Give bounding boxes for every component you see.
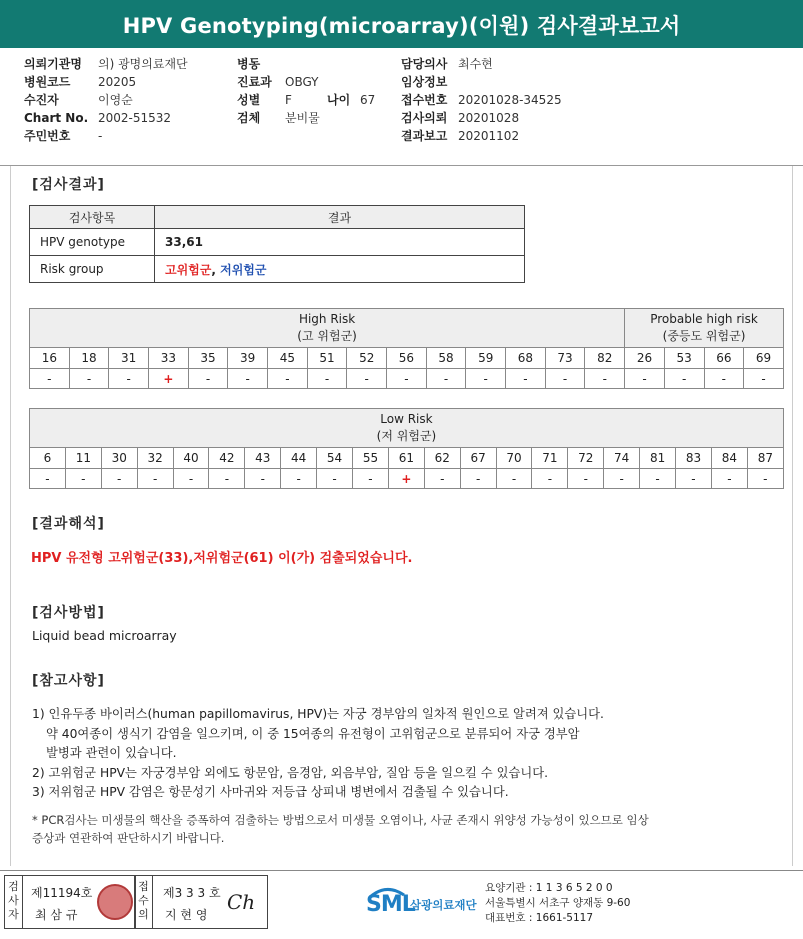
- hr-type-69: 69: [744, 348, 784, 369]
- hr-mark-66: -: [704, 369, 744, 389]
- value-chart-no: 2002-51532: [98, 111, 172, 125]
- lr-mark-61: +: [388, 469, 424, 489]
- lr-mark-32: -: [137, 469, 173, 489]
- value-hospital-code: 20205: [98, 75, 137, 89]
- probable-high-risk-subtitle: (중등도 위험군): [662, 329, 746, 343]
- lr-mark-40: -: [173, 469, 209, 489]
- hr-mark-18: -: [69, 369, 109, 389]
- hr-type-53: 53: [664, 348, 704, 369]
- lr-mark-42: -: [209, 469, 245, 489]
- low-risk-subtitle: (저 위험군): [376, 429, 437, 443]
- header-divider: [0, 165, 803, 166]
- receiver-license: 제3 3 3 호: [163, 886, 221, 900]
- label-sex: 성별: [237, 93, 261, 107]
- hr-type-59: 59: [466, 348, 506, 369]
- lr-type-44: 44: [281, 448, 317, 469]
- lr-mark-55: -: [353, 469, 389, 489]
- lr-type-62: 62: [424, 448, 460, 469]
- info-col-2: [237, 55, 375, 127]
- section-interpretation-title: [결과해석]: [32, 516, 105, 532]
- hr-type-33: 33: [149, 348, 189, 369]
- risk-separator: ,: [211, 262, 216, 277]
- hr-type-66: 66: [704, 348, 744, 369]
- high-risk-table: [29, 308, 784, 389]
- info-col-3: [401, 55, 562, 145]
- hr-type-52: 52: [347, 348, 387, 369]
- org-phone: 대표번호 : 1661-5117: [485, 912, 594, 924]
- hr-type-82: 82: [585, 348, 625, 369]
- label-doctor: 담당의사: [401, 57, 448, 71]
- receiver-label-text: 접수의: [138, 880, 149, 921]
- hr-type-39: 39: [228, 348, 268, 369]
- lr-mark-81: -: [640, 469, 676, 489]
- hr-type-45: 45: [268, 348, 308, 369]
- label-patient: 수진자: [24, 93, 59, 107]
- lr-mark-84: -: [711, 469, 747, 489]
- hr-mark-59: -: [466, 369, 506, 389]
- hr-type-68: 68: [506, 348, 546, 369]
- result-col-item: 검사항목: [30, 206, 155, 229]
- low-risk-type-row: [30, 448, 784, 469]
- hr-mark-68: -: [506, 369, 546, 389]
- value-institution: 의) 광명의료재단: [98, 57, 188, 71]
- low-risk-table: [29, 408, 784, 489]
- lr-type-81: 81: [640, 448, 676, 469]
- note-line: 2) 고위험군 HPV는 자궁경부암 외에도 항문암, 음경암, 외음부암, 질암 등을 일으킬 수 있습니다.: [32, 765, 548, 780]
- result-value-risk: [155, 256, 525, 283]
- lr-type-42: 42: [209, 448, 245, 469]
- lr-type-11: 11: [65, 448, 101, 469]
- hr-mark-33: +: [149, 369, 189, 389]
- result-value-genotype: 33,61: [155, 229, 525, 256]
- high-risk-type-row: [30, 348, 784, 369]
- value-resident-no: -: [98, 129, 103, 143]
- low-risk-title: Low Risk: [380, 412, 433, 426]
- sml-logo-text: SML: [366, 892, 415, 917]
- footnote: [32, 811, 649, 847]
- footnote-line-2: 증상과 연관하여 판단하시기 바랍니다.: [32, 831, 225, 845]
- note-line: 약 40여종이 생식기 감염을 일으키며, 이 중 15여종의 유전형이 고위험군으로 분류되어 자궁 경부암: [46, 726, 580, 741]
- lr-type-83: 83: [676, 448, 712, 469]
- lr-mark-83: -: [676, 469, 712, 489]
- hr-type-56: 56: [387, 348, 427, 369]
- examiner-name: 최 삼 규: [35, 908, 78, 922]
- value-receipt-no: 20201028-34525: [458, 93, 562, 107]
- lr-mark-70: -: [496, 469, 532, 489]
- examiner-license: 제11194호: [31, 886, 93, 900]
- lr-type-72: 72: [568, 448, 604, 469]
- result-col-result: 결과: [155, 206, 525, 229]
- report-header: [0, 0, 803, 48]
- examiner-signature-box: [4, 875, 136, 929]
- examiner-label: [5, 876, 23, 928]
- hr-type-73: 73: [545, 348, 585, 369]
- hr-mark-26: -: [625, 369, 665, 389]
- label-hospital-code: 병원코드: [24, 75, 71, 89]
- label-institution: 의뢰기관명: [24, 57, 82, 71]
- method-text: Liquid bead microarray: [32, 628, 177, 643]
- probable-high-risk-header: [625, 309, 784, 348]
- risk-low-label: 저위험군: [220, 262, 267, 277]
- hr-mark-58: -: [426, 369, 466, 389]
- info-col-1: [24, 55, 188, 145]
- lr-type-84: 84: [711, 448, 747, 469]
- label-specimen: 검체: [237, 111, 261, 125]
- value-request-date: 20201028: [458, 111, 520, 125]
- result-item-genotype: HPV genotype: [30, 229, 155, 256]
- lr-type-54: 54: [317, 448, 353, 469]
- org-name: 삼광의료재단: [410, 898, 477, 912]
- high-risk-subtitle: (고 위험군): [297, 329, 357, 343]
- hr-type-58: 58: [426, 348, 466, 369]
- hr-mark-31: -: [109, 369, 149, 389]
- hr-mark-39: -: [228, 369, 268, 389]
- section-notes-title: [참고사항]: [32, 673, 105, 689]
- lr-mark-71: -: [532, 469, 568, 489]
- lr-mark-44: -: [281, 469, 317, 489]
- value-report-date: 20201102: [458, 129, 520, 143]
- lr-type-43: 43: [245, 448, 281, 469]
- hr-mark-51: -: [307, 369, 347, 389]
- label-chart-no: Chart No.: [24, 111, 89, 125]
- lr-type-74: 74: [604, 448, 640, 469]
- table-row: [30, 229, 525, 256]
- org-details: [485, 881, 630, 926]
- value-patient: 이영순: [98, 93, 133, 107]
- hr-mark-53: -: [664, 369, 704, 389]
- lr-type-61: 61: [388, 448, 424, 469]
- lr-type-70: 70: [496, 448, 532, 469]
- label-ward: 병동: [237, 57, 261, 71]
- org-address: 서울특별시 서초구 양재동 9-60: [485, 897, 631, 909]
- lr-type-40: 40: [173, 448, 209, 469]
- hr-mark-73: -: [545, 369, 585, 389]
- lr-mark-11: -: [65, 469, 101, 489]
- label-age: 나이: [327, 93, 351, 107]
- lr-mark-72: -: [568, 469, 604, 489]
- section-method-title: [검사방법]: [32, 605, 105, 621]
- value-doctor: 최수현: [458, 57, 493, 71]
- value-age: 67: [360, 93, 376, 107]
- risk-high-label: 고위험군: [165, 262, 212, 277]
- low-risk-mark-row: [30, 469, 784, 489]
- hr-type-18: 18: [69, 348, 109, 369]
- note-line: 발병과 관련이 있습니다.: [46, 746, 177, 760]
- result-table: [29, 205, 525, 283]
- signature-mark: Ch: [227, 890, 256, 914]
- hr-mark-45: -: [268, 369, 308, 389]
- value-sex: F: [285, 93, 292, 107]
- lr-mark-87: -: [747, 469, 783, 489]
- hr-mark-82: -: [585, 369, 625, 389]
- receiver-label: [135, 876, 153, 928]
- value-specimen: 분비물: [285, 111, 320, 125]
- label-receipt-no: 접수번호: [401, 93, 448, 107]
- lr-mark-74: -: [604, 469, 640, 489]
- hr-mark-52: -: [347, 369, 387, 389]
- result-item-risk: Risk group: [30, 256, 155, 283]
- label-report-date: 결과보고: [401, 129, 448, 143]
- note-line: 1) 인유두종 바이러스(human papillomavirus, HPV)는 자궁 경부암의 일차적 원인으로 알려져 있습니다.: [32, 707, 604, 721]
- table-row: [30, 256, 525, 283]
- lr-type-6: 6: [30, 448, 66, 469]
- org-facility-code: 요양기관 : 1 1 3 6 5 2 0 0: [485, 882, 613, 894]
- report-footer: [0, 870, 803, 939]
- probable-high-risk-title: Probable high risk: [650, 312, 758, 326]
- value-department: OBGY: [285, 75, 319, 89]
- high-risk-title: High Risk: [298, 312, 356, 326]
- hr-type-35: 35: [188, 348, 228, 369]
- lr-mark-54: -: [317, 469, 353, 489]
- hr-mark-69: -: [744, 369, 784, 389]
- lr-mark-6: -: [30, 469, 66, 489]
- seal-stamp-icon: [97, 884, 133, 920]
- high-risk-header: [30, 309, 625, 348]
- lr-mark-62: -: [424, 469, 460, 489]
- hr-type-31: 31: [109, 348, 149, 369]
- receiver-name: 지 현 영: [165, 908, 208, 922]
- section-result-title: [검사결과]: [32, 177, 105, 193]
- lr-type-55: 55: [353, 448, 389, 469]
- label-department: 진료과: [237, 75, 272, 89]
- receiver-signature-box: [134, 875, 268, 929]
- hr-mark-35: -: [188, 369, 228, 389]
- high-risk-mark-row: [30, 369, 784, 389]
- lr-type-32: 32: [137, 448, 173, 469]
- label-request-date: 검사의뢰: [401, 111, 448, 125]
- lr-mark-30: -: [101, 469, 137, 489]
- lr-type-67: 67: [460, 448, 496, 469]
- lr-type-71: 71: [532, 448, 568, 469]
- low-risk-header: [30, 409, 784, 448]
- lr-mark-67: -: [460, 469, 496, 489]
- lr-type-30: 30: [101, 448, 137, 469]
- hr-type-26: 26: [625, 348, 665, 369]
- left-margin-line: [10, 166, 11, 866]
- lr-mark-43: -: [245, 469, 281, 489]
- right-margin-line: [792, 166, 793, 866]
- hr-mark-56: -: [387, 369, 427, 389]
- hr-mark-16: -: [30, 369, 70, 389]
- examiner-label-text: 검사자: [8, 880, 19, 921]
- hr-type-51: 51: [307, 348, 347, 369]
- interpretation-text: HPV 유전형 고위험군(33),저위험군(61) 이(가) 검출되었습니다.: [31, 551, 413, 566]
- label-clinical-info: 임상정보: [401, 75, 448, 89]
- footnote-line-1: * PCR검사는 미생물의 핵산을 증폭하여 검출하는 방법으로서 미생물 오염이나, 사균 존재시 위양성 가능성이 있으므로 임상: [32, 813, 649, 827]
- notes-list: [32, 705, 604, 803]
- label-resident-no: 주민번호: [24, 129, 71, 143]
- lr-type-87: 87: [747, 448, 783, 469]
- report-title: HPV Genotyping(microarray)(이원) 검사결과보고서: [122, 14, 681, 38]
- hr-type-16: 16: [30, 348, 70, 369]
- note-line: 3) 저위험군 HPV 감염은 항문성기 사마귀와 저등급 상피내 병변에서 검출될 수 있습니다.: [32, 785, 509, 799]
